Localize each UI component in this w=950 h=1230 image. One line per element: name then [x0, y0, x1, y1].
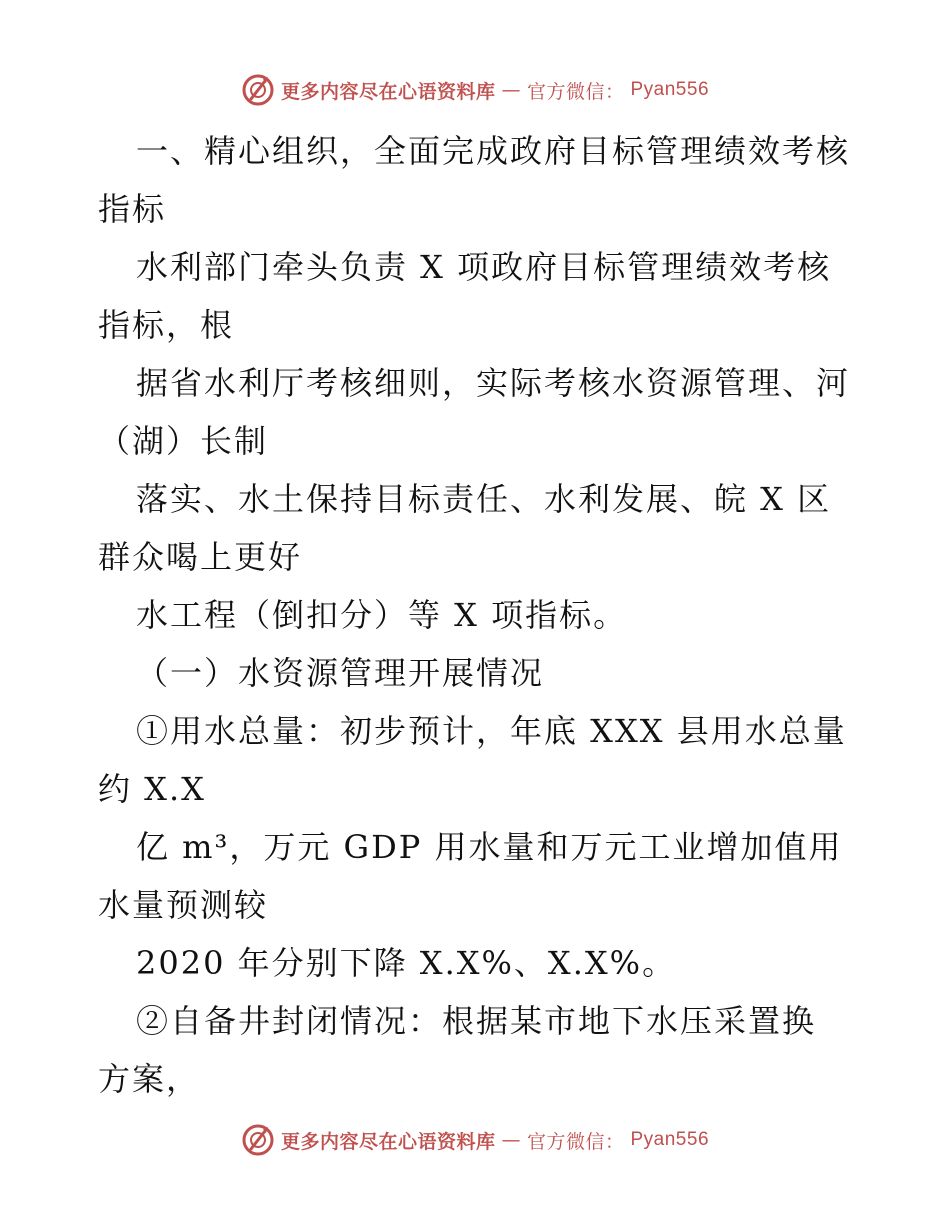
text-line: 水量预测较: [98, 886, 269, 924]
watermark-contact-label: 官方微信：: [526, 1130, 625, 1153]
brand-logo-icon: [241, 73, 275, 107]
text-line: 一、精心组织，全面完成政府目标管理绩效考核: [136, 132, 851, 170]
text-line: 水工程（倒扣分）等 X 项指标。: [136, 596, 628, 634]
brand-logo-icon: [241, 1123, 275, 1157]
text-line: 指标: [98, 190, 167, 228]
text-line: 亿 m³，万元 GDP 用水量和万元工业增加值用: [136, 828, 843, 866]
watermark-footer: [0, 1120, 950, 1160]
watermark-contact-id: Pyan556: [630, 1129, 710, 1150]
section-heading: （一）水资源管理开展情况: [136, 654, 545, 692]
text-line: ①用水总量：初步预计，年底 XXX 县用水总量: [136, 712, 847, 750]
document-body: [98, 122, 858, 1108]
text-line: 2020 年分别下降 X.X%、X.X%。: [136, 944, 677, 982]
text-line: 群众喝上更好: [98, 538, 303, 576]
text-line: 约 X.X: [98, 770, 206, 808]
text-line: 落实、水土保持目标责任、水利发展、皖 X 区: [136, 480, 832, 518]
text-line: 方案，: [98, 1060, 201, 1098]
watermark-dash: —: [501, 1129, 521, 1151]
text-line: ②自备井封闭情况：根据某市地下水压采置换: [136, 1002, 817, 1040]
watermark-contact-label: 官方微信：: [526, 80, 625, 103]
watermark-brand: 更多内容尽在心语资料库: [280, 80, 496, 103]
text-line: 水利部门牵头负责 X 项政府目标管理绩效考核: [136, 248, 832, 286]
watermark-header: [0, 70, 950, 110]
text-line: 指标，根: [98, 306, 235, 344]
watermark-dash: —: [501, 79, 521, 101]
watermark-brand: 更多内容尽在心语资料库: [280, 1130, 496, 1153]
watermark-contact-id: Pyan556: [630, 79, 710, 100]
text-line: （湖）长制: [98, 422, 269, 460]
text-line: 据省水利厅考核细则，实际考核水资源管理、河: [136, 364, 851, 402]
